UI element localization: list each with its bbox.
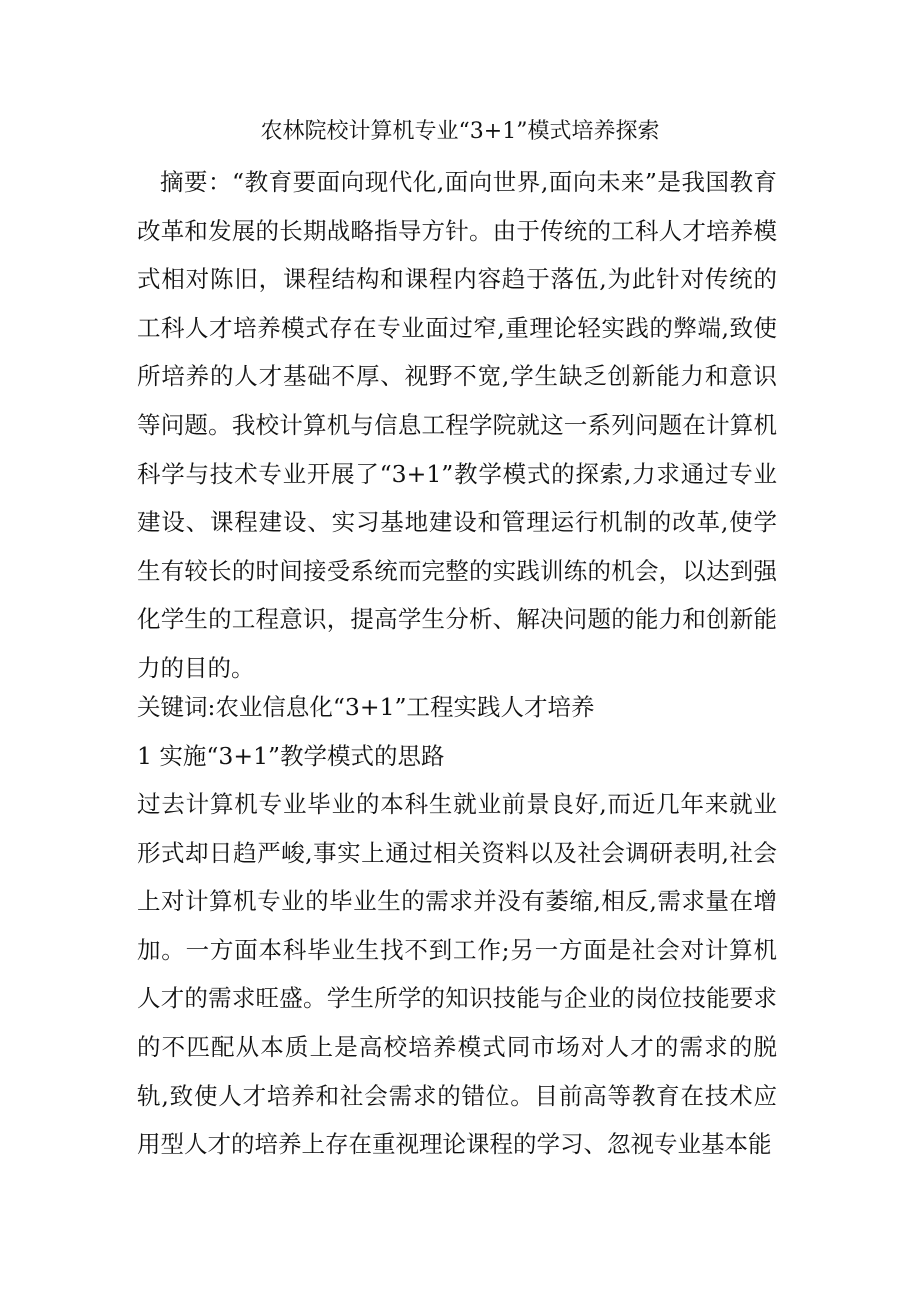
section-1-paragraph: 过去计算机专业毕业的本科生就业前景良好,而近几年来就业形式却日趋严峻,事实上通过相关资料以及社会调研表明,社会上对计算机专业的毕业生的需求并没有萎缩,相反,需求量在增加。一方面本科毕业生找不到工作;另一方面是社会对计算机人才的需求旺盛。学生所学的知识技能与企业的岗位技能要求的不匹配从本质上是高校培养模式同市场对人才的需求的脱轨,致使人才培养和社会需求的错位。目前高等教育在技术应用型人才的培养上存在重视理论课程的学习、忽视专业基本能 <box>137 790 777 1159</box>
abstract-paragraph: 摘要：“教育要面向现代化,面向世界,面向未来”是我国教育改革和发展的长期战略指导方针。由于传统的工科人才培养模式相对陈旧，课程结构和课程内容趋于落伍,为此针对传统的工科人才培养模式存在专业面过窄,重理论轻实践的弊端,致使所培养的人才基础不厚、视野不宽,学生缺乏创新能力和意识等问题。我校计算机与信息工程学院就这一系列问题在计算机科学与技术专业开展了“3+1”教学模式的探索,力求通过专业建设、课程建设、实习基地建设和管理运行机制的改革,使学生有较长的时间接受系统而完整的实践训练的机会，以达到强化学生的工程意识，提高学生分析、解决问题的能力和创新能力的目的。 <box>137 168 777 682</box>
document-title: 农林院校计算机专业“3+1”模式培养探索 <box>260 119 660 144</box>
keywords-line: 关键词:农业信息化“3+1”工程实践人才培养 <box>137 693 595 721</box>
section-1-heading: 1 实施“3+1”教学模式的思路 <box>137 742 445 770</box>
